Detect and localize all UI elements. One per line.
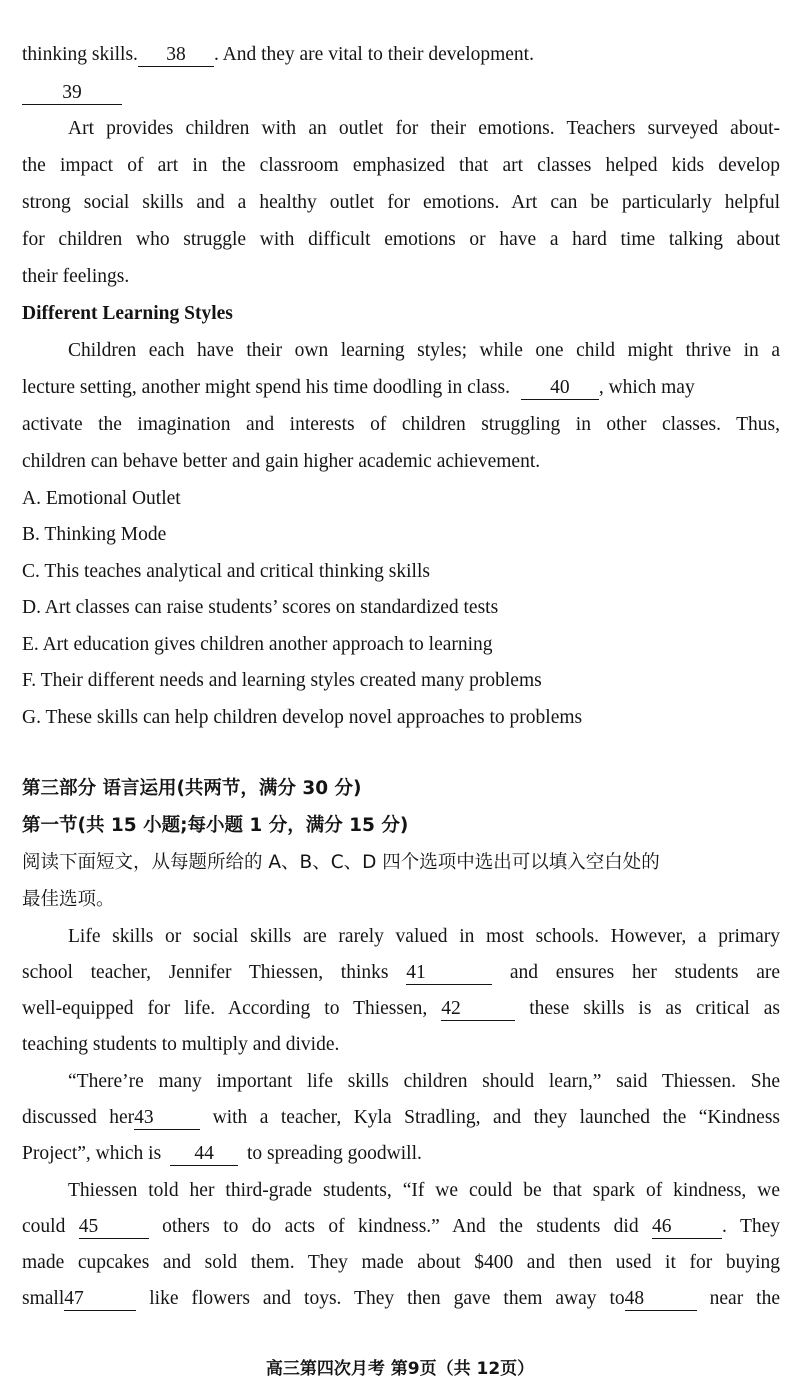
- text: . They: [722, 1216, 781, 1237]
- p2-line-4: for children who struggle with difficult emotions or have a hard time talking about: [22, 229, 780, 250]
- blank-46: 46: [652, 1216, 722, 1239]
- text: discussed her: [22, 1107, 135, 1128]
- p2-line-5: their feelings.: [22, 266, 130, 287]
- p3-line-4: children can behave better and gain higher academic achievement.: [22, 451, 541, 472]
- p3-line-3: activate the imagination and interests of children struggling in other classes. Thus,: [22, 414, 780, 435]
- option-d: D. Art classes can raise students’ scores on standardized tests: [22, 597, 499, 618]
- q-para1-line-2: [22, 960, 780, 986]
- q-para1-line-1: Life skills or social skills are rarely valued in most schools. However, a primary: [68, 926, 780, 947]
- p3-line-2: [22, 375, 780, 401]
- blank-39: 39: [22, 82, 122, 105]
- section3-instruction-2: 最佳选项。: [22, 889, 115, 910]
- q-para3-line-2: [22, 1214, 780, 1240]
- blank-47: 47: [64, 1288, 136, 1311]
- p1-line-1: [22, 42, 780, 68]
- p3-line-1: Children each have their own learning styles; while one child might thrive in a: [68, 340, 780, 361]
- section3-instruction-1: 阅读下面短文，从每题所给的 A、B、C、D 四个选项中选出可以填入空白处的: [22, 852, 660, 873]
- text: others to do acts of kindness.” And the students did: [162, 1216, 639, 1237]
- text: with a teacher, Kyla Stradling, and they launched the “Kindness: [212, 1107, 780, 1128]
- text: to spreading goodwill.: [246, 1143, 422, 1164]
- q-para2-line-1: “There’re many important life skills children should learn,” said Thiessen. She: [68, 1071, 780, 1092]
- text: Project”, which is: [22, 1143, 162, 1164]
- blank-44: 44: [170, 1143, 238, 1166]
- text: these skills is as critical as: [529, 998, 780, 1019]
- option-e: E. Art education gives children another approach to learning: [22, 634, 493, 655]
- text: small: [22, 1288, 65, 1309]
- section3-subtitle: 第一节(共 15 小题;每小题 1 分，满分 15 分): [22, 815, 409, 836]
- option-c: C. This teaches analytical and critical thinking skills: [22, 561, 430, 582]
- option-f: F. Their different needs and learning styles created many problems: [22, 670, 542, 691]
- section3-title: 第三部分 语言运用(共两节，满分 30 分): [22, 778, 362, 799]
- text: lecture setting, another might spend his time doodling in class.: [22, 377, 510, 398]
- page-footer: 高三第四次月考 第9页（共 12页）: [265, 1359, 535, 1379]
- blank-38: 38: [138, 44, 214, 67]
- text: and ensures her students are: [509, 962, 781, 983]
- text: well-equipped for life. According to Thiessen,: [22, 998, 428, 1019]
- q-para3-line-3: made cupcakes and sold them. They made about $400 and then used it for buying: [22, 1252, 780, 1273]
- blank-48: 48: [625, 1288, 697, 1311]
- text: like flowers and toys. They then gave them away to: [149, 1288, 625, 1309]
- text: could: [22, 1216, 66, 1237]
- q-para3-line-4: [22, 1286, 780, 1312]
- blank-43: 43: [134, 1107, 200, 1130]
- section-heading: Different Learning Styles: [22, 303, 233, 324]
- p2-line-2: the impact of art in the classroom emphasized that art classes helped kids develop: [22, 155, 780, 176]
- option-g: G. These skills can help children develop novel approaches to problems: [22, 707, 583, 728]
- p2-line-3: strong social skills and a healthy outlet for emotions. Art can be particularly helpful: [22, 192, 780, 213]
- option-b: B. Thinking Mode: [22, 524, 167, 545]
- text: . And they are vital to their development.: [213, 44, 534, 65]
- blank-40: 40: [521, 377, 599, 400]
- text: near the: [709, 1288, 781, 1309]
- text: , which may: [598, 377, 695, 398]
- q-para2-line-2: [22, 1105, 780, 1131]
- p1-line-2: [22, 80, 780, 106]
- q-para1-line-4: teaching students to multiply and divide.: [22, 1034, 340, 1055]
- text: thinking skills.: [22, 44, 138, 65]
- blank-45: 45: [79, 1216, 149, 1239]
- p2-line-1: Art provides children with an outlet for their emotions. Teachers surveyed about-: [68, 118, 780, 139]
- q-para3-line-1: Thiessen told her third-grade students, “If we could be that spark of kindness, we: [68, 1180, 780, 1201]
- q-para1-line-3: [22, 996, 780, 1022]
- q-para2-line-3: [22, 1141, 780, 1167]
- option-a: A. Emotional Outlet: [22, 488, 181, 509]
- text: school teacher, Jennifer Thiessen, thinks: [22, 962, 389, 983]
- blank-41: 41: [406, 962, 492, 985]
- blank-42: 42: [441, 998, 515, 1021]
